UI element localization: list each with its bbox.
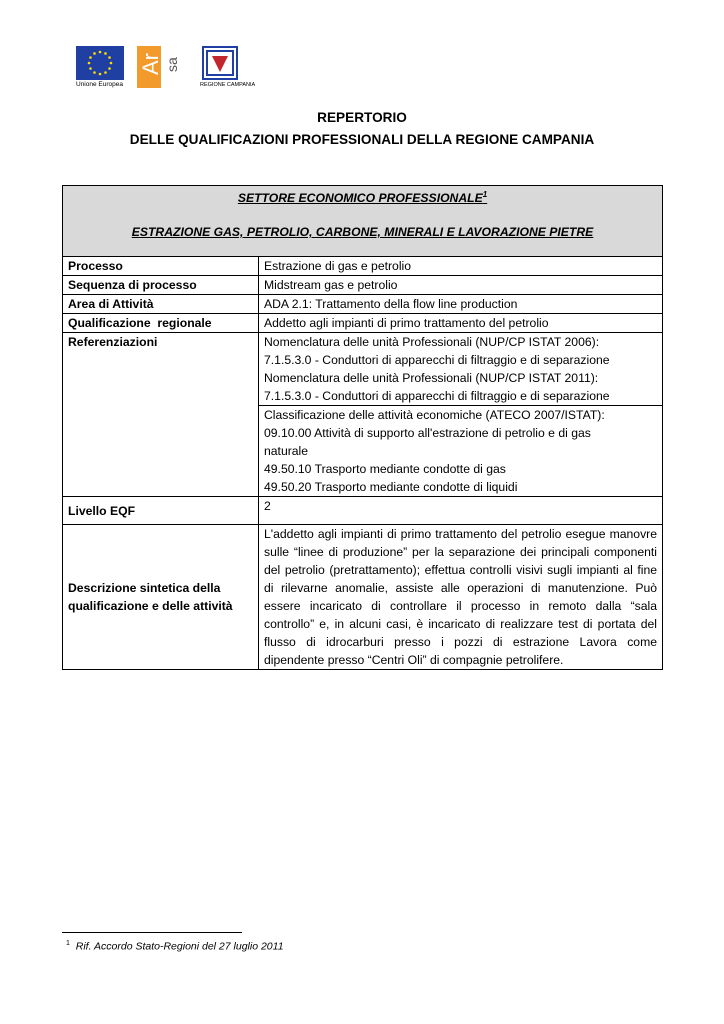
- table-row: [63, 295, 663, 314]
- eu-star: [108, 56, 111, 59]
- ref-line: 7.1.5.3.0 - Conduttori di apparecchi di filtraggio e di separazione: [264, 389, 610, 403]
- ref-line: 09.10.00 Attività di supporto all'estrazione di petrolio e di gas: [264, 426, 591, 440]
- qualification-table: [62, 185, 663, 670]
- footnote-divider: [62, 932, 242, 933]
- svg-text:Ar: Ar: [138, 53, 163, 75]
- eu-star: [104, 71, 107, 74]
- page-subtitle: DELLE QUALIFICAZIONI PROFESSIONALI DELLA REGIONE CAMPANIA: [129, 132, 595, 147]
- table-row: [63, 257, 663, 276]
- row-label-descrizione: Descrizione sintetica della qualificazione e delle attività: [63, 525, 259, 670]
- ref-line: Nomenclatura delle unità Professionali (NUP/CP ISTAT 2006):: [264, 335, 600, 349]
- page-title: REPERTORIO: [317, 110, 407, 125]
- eu-star: [99, 51, 102, 54]
- footnote: [66, 940, 284, 953]
- referenziazioni-ateco: [259, 406, 663, 497]
- eu-star: [88, 62, 91, 65]
- eu-star: [108, 67, 111, 70]
- eu-star: [93, 52, 96, 55]
- ref-line: 7.1.5.3.0 - Conduttori di apparecchi di filtraggio e di separazione: [264, 353, 610, 367]
- sector-header-row: [63, 186, 663, 257]
- row-value-descrizione: L'addetto agli impianti di primo trattamento del petrolio esegue manovre sulle “linee di produzione” per la separazione dei principali componenti del petrolio (pretrattamento); effettua controlli visivi sugli impianti al fine di rilevarne anomalie, assiste alle operazioni di manutenzione. Può essere incaricato di controllare il processo in remoto dalla “sala controllo” e, in alcuni casi, è incaricato di realizzare test di portata del flusso di idrocarburi presso i pozzi di estrazione Lavora come dipendente presso “Centri Oli” di compagnie petrolifere.: [259, 525, 663, 670]
- referenziazioni-nup: [259, 333, 663, 406]
- footnote-text: Rif. Accordo Stato-Regioni del 27 luglio 2011: [75, 940, 284, 953]
- row-value-eqf: 2: [259, 497, 663, 525]
- ref-line: naturale: [264, 444, 309, 458]
- ref-line: Classificazione delle attività economiche (ATECO 2007/ISTAT):: [264, 408, 605, 422]
- arsa-logo: [137, 46, 180, 88]
- row-label-processo: Processo: [63, 257, 259, 276]
- row-label-qualificazione: Qualificazione regionale: [63, 314, 259, 333]
- sector-header: [63, 186, 663, 257]
- table-row: [63, 525, 663, 670]
- svg-text:sa: sa: [164, 57, 180, 72]
- ref-line: 49.50.20 Trasporto mediante condotte di liquidi: [264, 480, 518, 494]
- row-value-sequenza: Midstream gas e petrolio: [259, 276, 663, 295]
- row-label-eqf: Livello EQF: [63, 497, 259, 525]
- eu-label: Unione Europea: [76, 81, 123, 88]
- eu-star: [89, 67, 92, 70]
- eu-star: [89, 56, 92, 59]
- footnote-ref: 1: [482, 190, 488, 199]
- row-value-processo: Estrazione di gas e petrolio: [259, 257, 663, 276]
- table-row: [63, 314, 663, 333]
- eu-star: [104, 52, 107, 55]
- regione-campania-logo: [202, 46, 244, 80]
- regione-campania-label: REGIONE CAMPANIA: [200, 82, 256, 88]
- eu-star: [93, 71, 96, 74]
- eu-star: [99, 73, 102, 76]
- row-label-referenziazioni: Referenziazioni: [63, 333, 259, 497]
- row-value-qualificazione: Addetto agli impianti di primo trattamento del petrolio: [259, 314, 663, 333]
- row-label-sequenza: Sequenza di processo: [63, 276, 259, 295]
- footnote-mark: 1: [66, 940, 70, 947]
- table-row: [63, 333, 663, 406]
- eu-star: [110, 62, 113, 65]
- ref-line: Nomenclatura delle unità Professionali (NUP/CP ISTAT 2011):: [264, 371, 599, 385]
- row-value-area: ADA 2.1: Trattamento della flow line production: [259, 295, 663, 314]
- table-row: [63, 497, 663, 525]
- row-label-area: Area di Attività: [63, 295, 259, 314]
- eu-flag-logo: [76, 46, 124, 80]
- sector-label: SETTORE ECONOMICO PROFESSIONALE$^1$: [237, 190, 488, 206]
- sector-name: ESTRAZIONE GAS, PETROLIO, CARBONE, MINERALI E LAVORAZIONE PIETRE: [131, 225, 594, 240]
- table-row: [63, 276, 663, 295]
- ref-line: 49.50.10 Trasporto mediante condotte di gas: [264, 462, 506, 476]
